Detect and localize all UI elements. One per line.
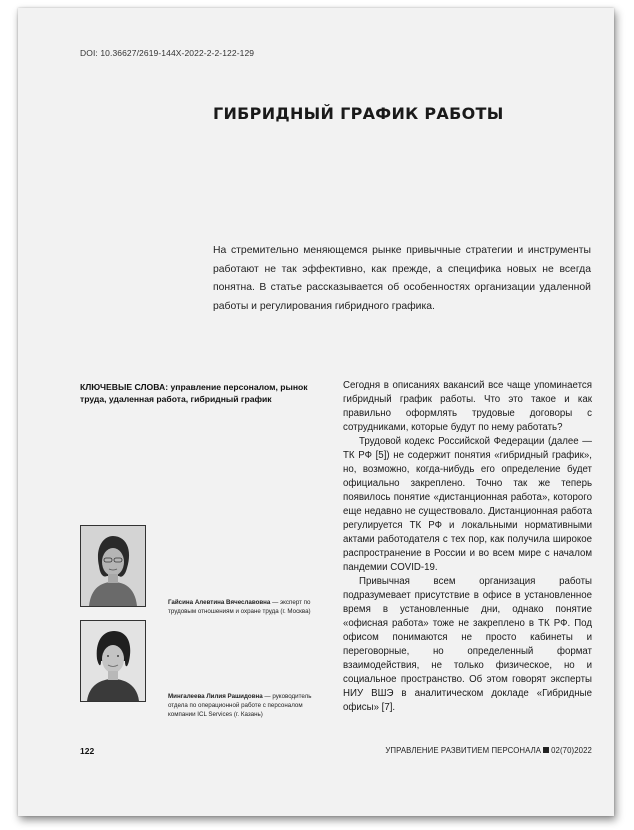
author-role-1: — эксперт по трудовым отношениям и охране труда (г. Москва) (168, 599, 311, 615)
journal-name: УПРАВЛЕНИЕ РАЗВИТИЕМ ПЕРСОНАЛА (385, 746, 542, 755)
journal-page (18, 8, 614, 816)
body-paragraph-3: Привычная всем организация работы подразумевает присутствие в офисе в установленное время в установленные дни, однако понятие «офисная работа» тоже не закреплено в ТК РФ. Под офисом понимаются не просто кабинеты и переговорные, но определенный формат взаимодействия, не только физическое, но и социальное пространство. Об этом говорят эксперты НИУ ВШЭ в аналитическом докладе «Гибридные офисы» [7]. (343, 576, 592, 713)
author-caption-1 (168, 598, 328, 616)
keywords (80, 381, 328, 405)
journal-footer (385, 746, 592, 755)
doi-line: DOI: 10.36627/2619-144X-2022-2-2-122-129 (80, 48, 255, 58)
author-photo-1 (80, 525, 146, 607)
author-name-2: Мингалеева Лилия Рашидовна (168, 693, 263, 700)
abstract: На стремительно меняющемся рынке привычные стратегии и инструменты работают не так эффективно, как прежде, а специфика новых не всегда понятна. В статье рассказывается об особенностях организации удаленной работы и регулирования гибридного графика. (213, 245, 591, 312)
page-number: 122 (80, 746, 95, 756)
journal-issue: 02(70)2022 (551, 746, 592, 755)
author-photo-2 (80, 620, 146, 702)
article-title: ГИБРИДНЫЙ ГРАФИК РАБОТЫ (213, 104, 504, 123)
author-role-2: — руководитель отдела по операционной работе с персоналом компании ICL Services (г. Казань) (168, 693, 312, 718)
keywords-text: управление персоналом, рынок труда, удаленная работа, гибридный график (80, 382, 308, 404)
keywords-label: КЛЮЧЕВЫЕ СЛОВА: (80, 382, 169, 392)
square-bullet-icon (543, 747, 549, 753)
body-paragraph-1: Сегодня в описаниях вакансий все чаще упоминается гибридный график работы. Что это такое и как правильно оформлять трудовые договоры с сотрудниками, которые будут по нему работать? (343, 380, 592, 433)
author-caption-2 (168, 692, 328, 719)
body-paragraph-2: Трудовой кодекс Российской Федерации (далее — ТК РФ [5]) не содержит понятия «гибридный график», но, возможно, когда-нибудь его определение будет официально закреплено. Точно так же теперь появилось понятие «дистанционная работа», которого еще недавно не существовало. Дистанционная работа регулируется ТК РФ и локальными нормативными актами работодателя с тех пор, как получила широкое распространение в России и во всем мире с началом пандемии COVID-19. (343, 436, 592, 573)
author-name-1: Гайсина Алевтина Вячеславовна (168, 599, 271, 606)
article-body (343, 379, 592, 715)
